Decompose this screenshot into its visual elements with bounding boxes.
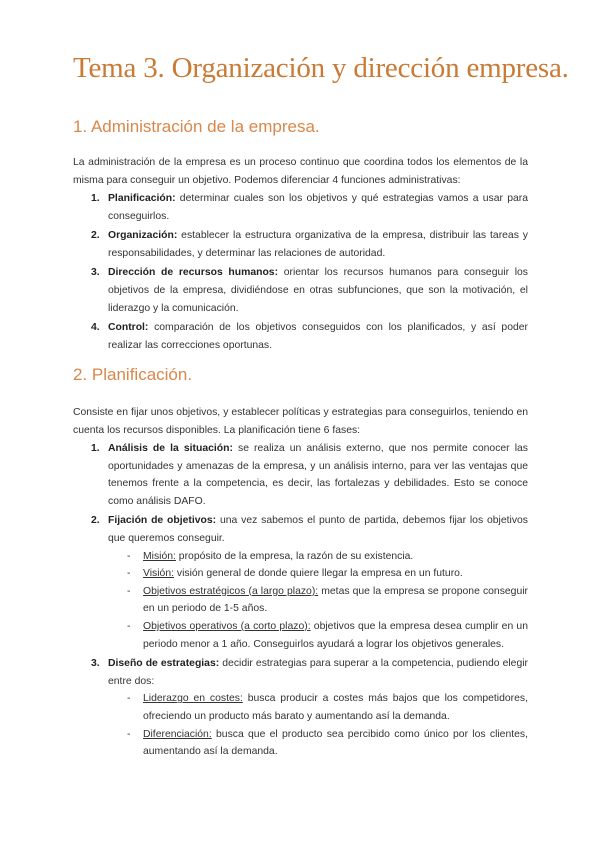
section2-intro: Consiste en fijar unos objetivos, y establecer políticas y estrategias para conseguirlos, teniendo en cuenta los recursos disponibles. La planificación tiene 6 fases: <box>73 407 528 436</box>
sublist-item: - Diferenciación: busca que el producto sea percibido como único por los clientes, aumentando así la demanda. <box>127 728 528 758</box>
sublist-item: - Objetivos operativos (a corto plazo): objetivos que la empresa desea cumplir en un periodo menor a 1 año. Conseguirlos ayudará a lograr los objetivos generales. <box>127 620 528 650</box>
list-item: 1. Planificación: determinar cuales son los objetivos y qué estrategias vamos a usar para conseguirlos. <box>91 193 528 222</box>
section1-list <box>73 190 528 356</box>
list-item: 2. Fijación de objetivos: una vez sabemos el punto de partida, debemos fijar los objetivos que queremos conseguir. - Misión: propósito de la empresa, la razón de su existencia. - Visión: visión general de donde quiere llegar la empresa en un futuro. - Objetivos estratégicos (a largo plazo): metas que la empresa se propone conseguir en un periodo de 1-5 años. - Objetivos operativos (a corto plazo): objetivos que la empresa desea cumplir en un periodo menor a 1 año. Conseguirlos ayudará a lograr los objetivos generales. <box>73 512 528 653</box>
list-item: 2. Organización: establecer la estructura organizativa de la empresa, distribuir las tareas y responsabilidades, y determinar las relaciones de autoridad. <box>91 230 528 259</box>
sublist-objetivos <box>108 548 528 654</box>
section2-list <box>73 440 528 763</box>
sublist-item: - Objetivos estratégicos (a largo plazo): metas que la empresa se propone conseguir en un periodo de 1-5 años. <box>127 585 528 615</box>
sublist-item: - Visión: visión general de donde quiere llegar la empresa en un futuro. <box>127 568 463 580</box>
section-heading-planificacion: 2. Planificación. <box>73 365 193 384</box>
list-item: 3. Dirección de recursos humanos: orientar los recursos humanos para conseguir los objetivos de la empresa, dividiéndose en otras subfunciones, que son la motivación, el liderazgo y la comunicación. <box>91 267 528 314</box>
section-heading-administracion: 1. Administración de la empresa. <box>73 117 320 136</box>
sublist-item: - Misión: propósito de la empresa, la razón de su existencia. <box>127 550 414 562</box>
section1-intro: La administración de la empresa es un proceso continuo que coordina todos los elementos de la misma para conseguir un objetivo. Podemos diferenciar 4 funciones administrativas: <box>73 157 528 186</box>
list-item: 4. Control: comparación de los objetivos conseguidos con los planificados, y así poder realizar las correcciones oportunas. <box>91 322 528 351</box>
page-title: Tema 3. Organización y dirección empresa. <box>73 52 569 84</box>
sublist-estrategias <box>108 690 528 760</box>
sublist-item: - Liderazgo en costes: busca producir a costes más bajos que los competidores, ofreciendo un producto más barato y aumentando así la demanda. <box>127 693 528 722</box>
list-item: 1. Análisis de la situación: se realiza un análisis externo, que nos permite conocer las oportunidades y amenazas de la empresa, y un análisis interno, para ver las ventajas que tenemos frente a la competencia, es decir, las fortalezas y debilidades. Esto se conoce como análisis DAFO. <box>91 443 528 507</box>
list-item: 3. Diseño de estrategias: decidir estrategias para superar a la competencia, pudiendo elegir entre dos: - Liderazgo en costes: busca producir a costes más bajos que los competidores, ofreciendo un producto más barato y aumentando así la demanda. - Diferenciación: busca que el producto sea percibido como único por los clientes, aumentando así la demanda. <box>73 655 528 761</box>
